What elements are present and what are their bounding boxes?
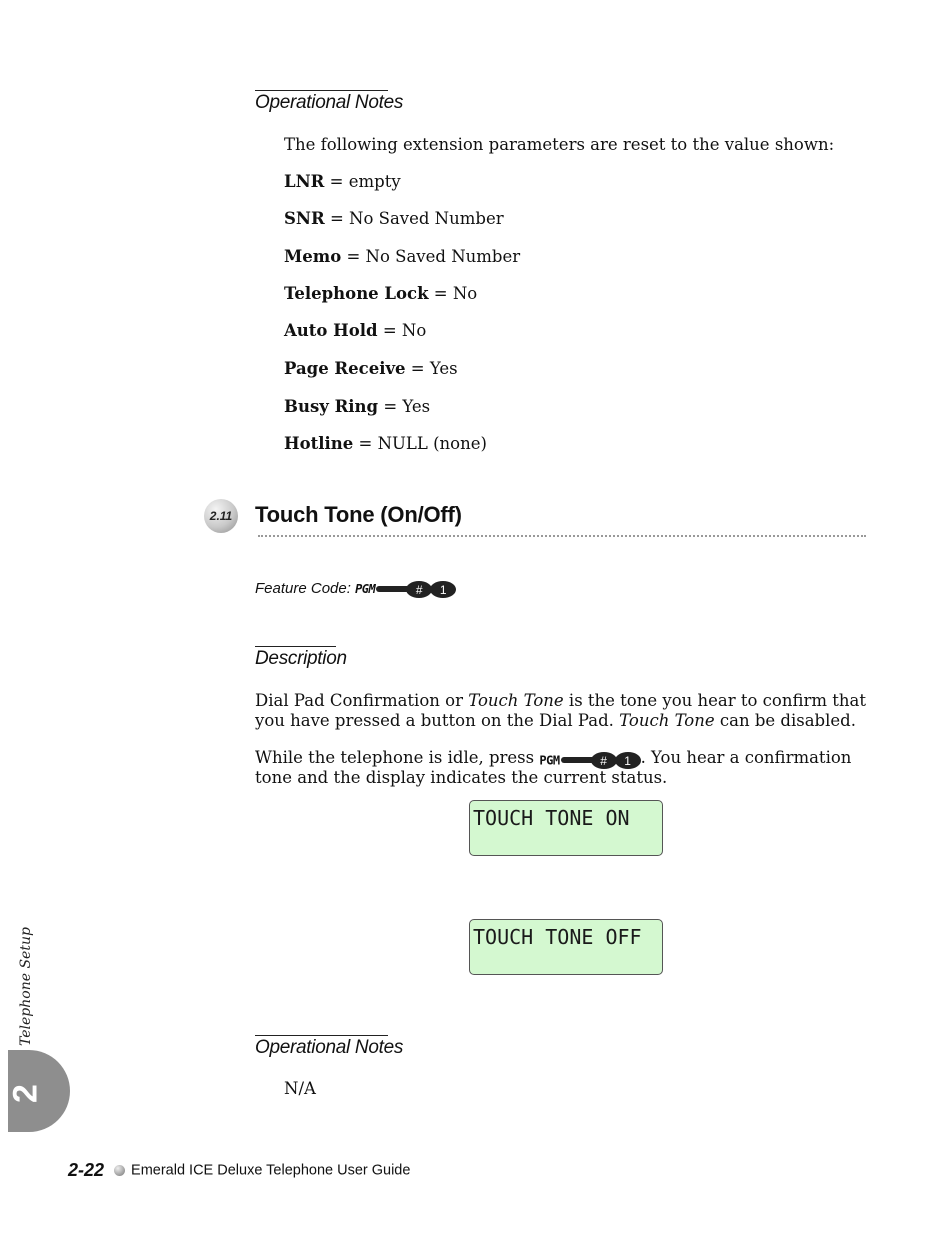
lcd-text: TOUCH TONE ON [473,806,630,830]
one-key-icon: 1 [615,752,641,769]
text: can be disabled. [714,711,856,730]
param-value: = No Saved Number [324,209,504,228]
chapter-tab [8,1050,70,1132]
param-memo [284,247,520,266]
feature-code [255,580,456,598]
pgm-key-label: PGM [539,753,560,767]
text: . You hear a confirmation tone and the display indicates the current status. [255,748,852,787]
operational-notes-heading: Operational Notes [255,92,404,113]
param-value: = empty [324,172,401,191]
param-value: = No [428,284,478,303]
lcd-display-on [469,800,663,856]
one-key-icon: 1 [430,581,456,598]
operational-notes-intro: The following extension parameters are reset to the value shown: [284,135,835,154]
param-hotline [284,434,487,453]
section-title: Touch Tone (On/Off) [255,502,462,527]
bullet-icon [114,1165,125,1176]
pgm-key-label: PGM [355,582,376,597]
param-name: Auto Hold [284,321,378,340]
param-name: SNR [284,209,325,228]
section-number-badge [204,499,238,533]
chapter-side-label: Telephone Setup [18,927,34,1046]
param-value: = Yes [405,359,458,378]
param-value: = Yes [378,397,431,416]
param-name: Memo [284,247,342,266]
text: While the telephone is idle, press [255,748,540,767]
lcd-display-off [469,919,663,975]
param-name: LNR [284,172,325,191]
hash-key-icon: # [591,752,617,769]
description-heading: Description [255,648,347,669]
description-paragraph-2 [255,748,880,788]
text: is the tone you hear to confirm that you have pressed a button on the Dial Pad. [255,691,866,730]
emphasis: Touch Tone [619,711,715,730]
lcd-text: TOUCH TONE OFF [473,925,642,949]
operational-notes-heading: Operational Notes [255,1037,404,1058]
section-number: 2.11 [209,509,233,523]
section-divider [258,535,866,537]
key-sequence [355,580,456,598]
page-number: 2-22 [68,1160,105,1180]
param-name: Page Receive [284,359,406,378]
pgm-key-icon [561,757,593,763]
pgm-key-icon [376,586,408,592]
key-sequence [539,750,640,768]
heading-rule [255,646,336,647]
page-footer [68,1160,410,1181]
param-value: = No [377,321,427,340]
heading-rule [255,90,388,91]
param-name: Telephone Lock [284,284,429,303]
param-telephone-lock [284,284,477,303]
param-snr [284,209,504,228]
hash-key-icon: # [406,581,432,598]
guide-title: Emerald ICE Deluxe Telephone User Guide [131,1162,411,1179]
param-lnr [284,172,401,191]
param-value: = No Saved Number [341,247,521,266]
param-value: = NULL (none) [353,434,487,453]
emphasis: Touch Tone [468,691,564,710]
description-paragraph-1 [255,691,880,731]
param-name: Busy Ring [284,397,379,416]
heading-rule [255,1035,388,1036]
param-auto-hold [284,321,426,340]
operational-notes-text: N/A [284,1079,316,1098]
param-page-receive [284,359,458,378]
chapter-number: 2 [6,1084,45,1103]
param-busy-ring [284,397,430,416]
text: Dial Pad Confirmation or [255,691,469,710]
feature-code-label: Feature Code: [255,580,356,597]
param-name: Hotline [284,434,354,453]
